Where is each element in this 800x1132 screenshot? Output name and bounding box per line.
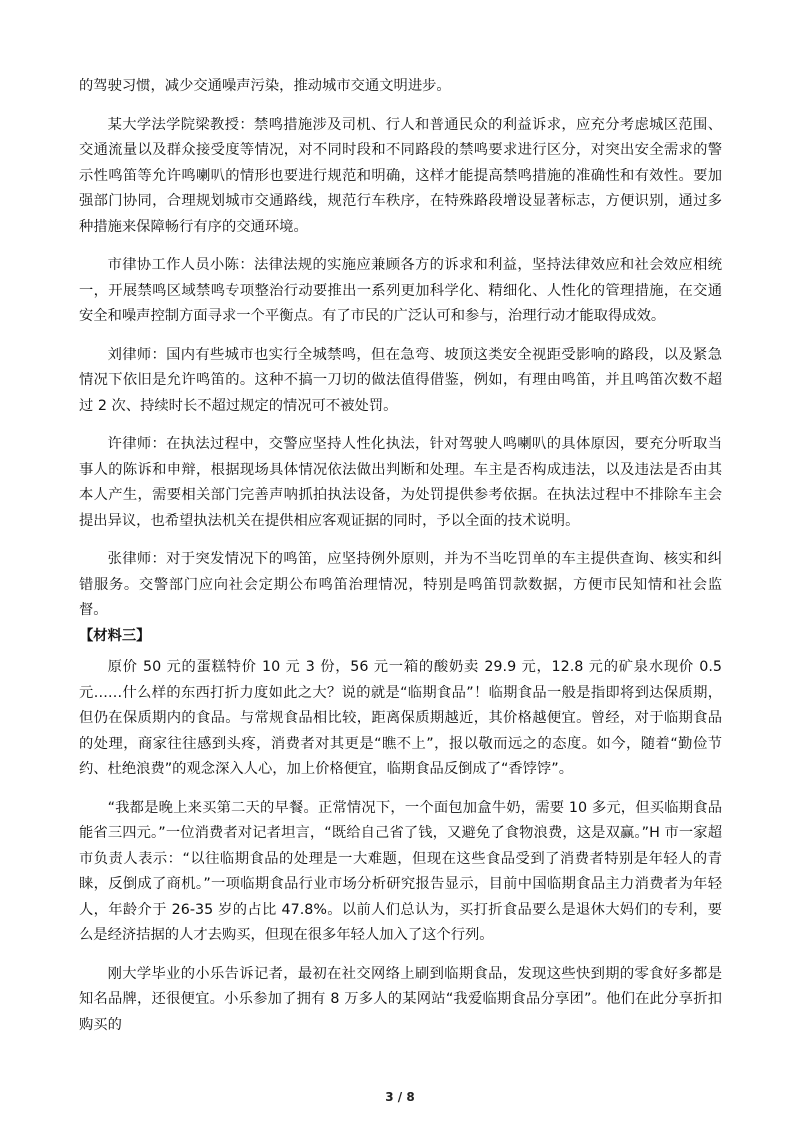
paragraph-xiao-le: 刚大学毕业的小乐告诉记者，最初在社交网络上刷到临期食品，发现这些快到期的零食好多都是知名品牌，还很便宜。小乐参加了拥有 8 万多人的某网站“我爱临期食品分享团”。他们在此分享折扣购买的 (79, 965, 722, 1033)
paragraph-consumer-quote: “我都是晚上来买第二天的早餐。正常情况下，一个面包加盒牛奶，需要 10 多元，但买临期食品能省三四元。”一位消费者对记者坦言，“既给自己省了钱，又避免了食物浪费，这是双赢。”H 市一家超市负责人表示：“以往临期食品的处理是一大难题，但现在这些食品受到了消费者特别是年轻人的青睐，反倒成了商机。”一项临期食品行业市场分析研究报告显示，目前中国临期食品主力消费者为年轻人，年龄介于 26-35 岁的占比 47.8%。以前人们总认为，买打折食品要么是退休大妈们的专利，要么是经济拮据的人才去购买，但现在很多年轻人加入了这个行列。 (79, 799, 722, 943)
page-number: 3 / 8 (385, 1090, 415, 1104)
paragraph-xiao-chen: 市律协工作人员小陈：法律法规的实施应兼顾各方的诉求和利益，坚持法律效应和社会效应相统一，开展禁鸣区域禁鸣专项整治行动要推出一系列更加科学化、精细化、人性化的管理措施，在交通安全和噪声控制方面寻求一个平衡点。有了市民的广泛认可和参与，治理行动才能取得成效。 (79, 257, 722, 324)
paragraph-lawyer-xu: 许律师：在执法过程中，交警应坚持人性化执法，针对驾驶人鸣喇叭的具体原因，要充分听取当事人的陈诉和申辩，根据现场具体情况依法做出判断和处理。车主是否构成违法，以及违法是否由其本人产生，需要相关部门完善声呐抓拍执法设备，为处罚提供参考依据。在执法过程中不排除车主会提出异议，也希望执法机关在提供相应客观证据的同时，予以全面的技术说明。 (79, 436, 722, 529)
page-content (79, 74, 722, 1038)
paragraph-material3-intro: 原价 50 元的蛋糕特价 10 元 3 份，56 元一箱的酸奶卖 29.9 元，12.8 元的矿泉水现价 0.5 元……什么样的东西打折力度如此之大？说的就是“临期食品”！临期食品一般是指即将到达保质期，但仍在保质期内的食品。与常规食品相比较，距离保质期越近，其价格越便宜。曾经，对于临期食品的处理，商家往往感到头疼，消费者对其更是“瞧不上”，报以敬而远之的态度。如今，随着“勤俭节约、杜绝浪费”的观念深入人心，加上价格便宜，临期食品反倒成了“香饽饽”。 (79, 659, 722, 777)
section-heading: 【材料三】 (79, 627, 151, 644)
paragraph-lawyer-zhang: 张律师：对于突发情况下的鸣笛，应坚持例外原则，并为不当吃罚单的车主提供查询、核实和纠错服务。交警部门应向社会定期公布鸣笛治理情况，特别是鸣笛罚款数据，方便市民知情和社会监督。 (79, 551, 722, 618)
paragraph-professor-liang: 某大学法学院梁教授：禁鸣措施涉及司机、行人和普通民众的利益诉求，应充分考虑城区范围、交通流量以及群众接受度等情况，对不同时段和不同路段的禁鸣要求进行区分，对突出安全需求的警示性鸣笛等允许鸣喇叭的情形也要进行规范和明确，这样才能提高禁鸣措施的准确性和有效性。要加强部门协同，合理规划城市交通路线，规范行车秩序，在特殊路段增设显著标志，方便识别，通过多种措施来保障畅行有序的交通环境。 (79, 116, 722, 235)
paragraph-continuation: 的驾驶习惯，减少交通噪声污染，推动城市交通文明进步。 (79, 78, 451, 94)
paragraph-lawyer-liu: 刘律师：国内有些城市也实行全城禁鸣，但在急弯、坡顶这类安全视距受影响的路段，以及紧急情况下依旧是允许鸣笛的。这种不搞一刀切的做法值得借鉴，例如，有理由鸣笛，并且鸣笛次数不超过 2 次、持续时长不超过规定的情况可不被处罚。 (79, 346, 722, 414)
